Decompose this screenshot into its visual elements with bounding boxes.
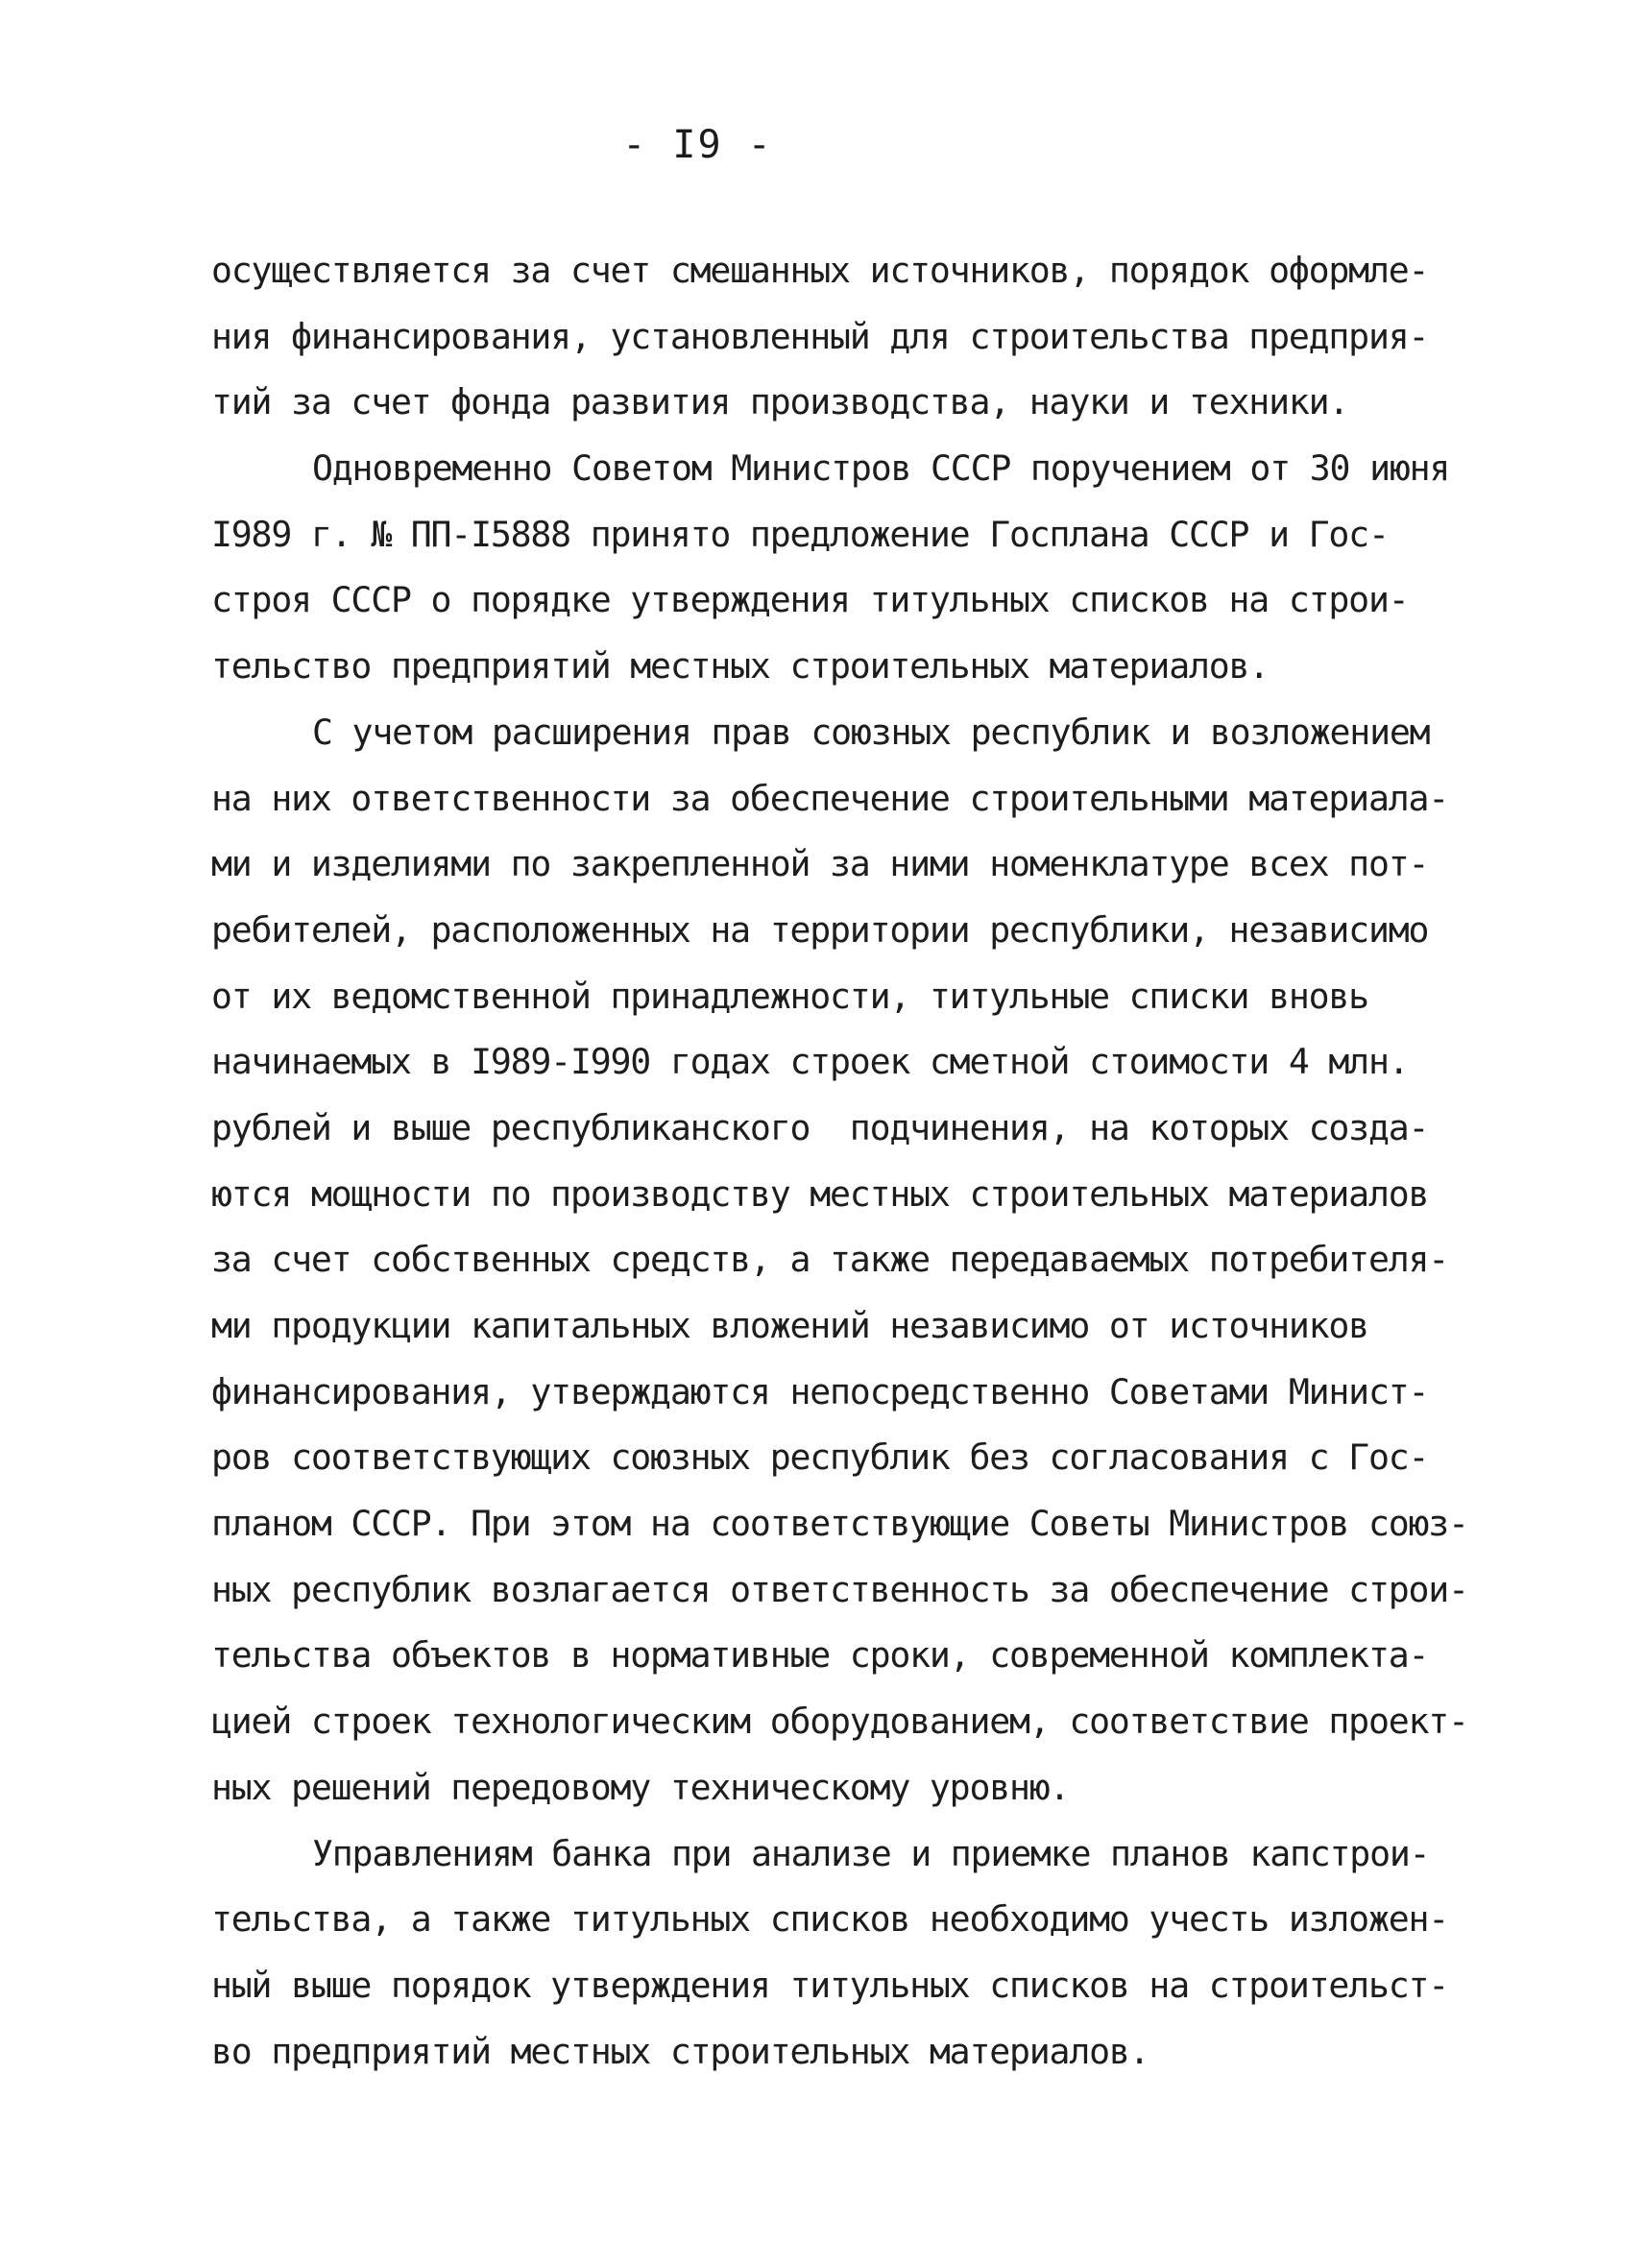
page-number: - I9 - xyxy=(622,123,773,167)
paragraph-4 xyxy=(211,1822,1469,2086)
text-line: I989 г. № ПП-I5888 принято предложение Госплана СССР и Гос- xyxy=(211,513,1389,555)
text-line: ребителей, расположенных на территории республики, независимо xyxy=(211,908,1429,951)
text-line: ния финансирования, установленный для строительства предприя- xyxy=(211,315,1429,357)
text-line: осуществляется за счет смешанных источников, порядок оформле- xyxy=(211,250,1429,291)
text-line: ются мощности по производству местных строительных материалов xyxy=(211,1172,1429,1215)
text-line: тельство предприятий местных строительных материалов. xyxy=(211,645,1270,688)
text-line: начинаемых в I989-I990 годах строек сметной стоимости 4 млн. xyxy=(211,1041,1409,1083)
text-line: строя СССР о порядке утверждения титульных списков на строи- xyxy=(211,579,1409,621)
text-line: цией строек технологическим оборудованием, соответствие проект- xyxy=(211,1701,1468,1743)
paragraph-1 xyxy=(211,238,1469,436)
text-line: тельства объектов в нормативные сроки, современной комплекта- xyxy=(211,1634,1429,1677)
text-line: тельства, а также титульных списков необходимо учесть изложен- xyxy=(211,1898,1449,1941)
text-line: на них ответственности за обеспечение строительными материала- xyxy=(211,777,1449,819)
text-line: ров соответствующих союзных республик без согласования с Гос- xyxy=(211,1436,1429,1479)
body-text xyxy=(211,238,1469,2085)
text-line: ных республик возлагается ответственность за обеспечение строи- xyxy=(211,1568,1468,1610)
text-line: ных решений передовому техническому уровню. xyxy=(211,1766,1070,1808)
text-line: ми и изделиями по закрепленной за ними номенклатуре всех пот- xyxy=(211,843,1429,885)
text-line: за счет собственных средств, а также передаваемых потребителя- xyxy=(211,1239,1449,1281)
paragraph-2 xyxy=(211,436,1469,700)
paragraph-3 xyxy=(211,700,1469,1822)
text-line: ный выше порядок утверждения титульных списков на строительст- xyxy=(211,1964,1449,2006)
text-line: Управлениям банка при анализе и приемке планов капстрои- xyxy=(312,1832,1430,1874)
text-line: Одновременно Советом Министров СССР поручением от 30 июня xyxy=(312,447,1450,490)
text-line: ми продукции капитальных вложений независимо от источников xyxy=(211,1305,1368,1346)
text-line: от их ведомственной принадлежности, титульные списки вновь xyxy=(211,975,1368,1017)
text-line: финансирования, утверждаются непосредственно Советами Минист- xyxy=(211,1370,1429,1412)
text-line: рублей и выше республиканского подчинения, на которых созда- xyxy=(211,1106,1429,1148)
text-line: во предприятий местных строительных материалов. xyxy=(211,2030,1149,2072)
text-line: тий за счет фонда развития производства, науки и техники. xyxy=(211,381,1349,423)
text-line: планом СССР. При этом на соответствующие Советы Министров союз- xyxy=(211,1503,1468,1545)
text-line: С учетом расширения прав союзных республик и возложением xyxy=(312,711,1430,753)
